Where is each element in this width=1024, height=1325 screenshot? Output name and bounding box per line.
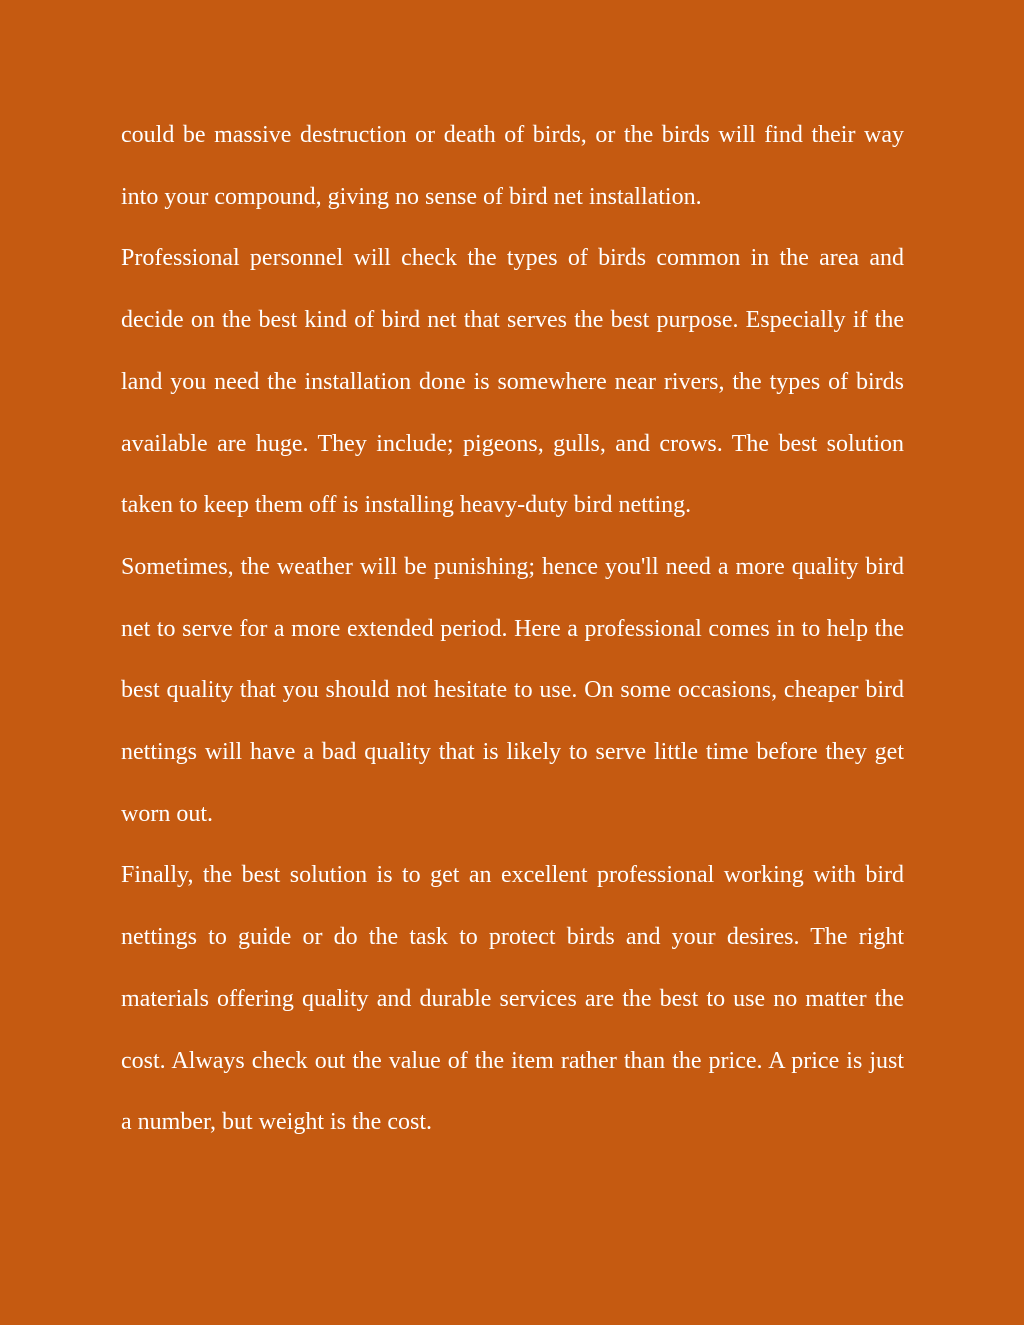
paragraph-1: could be massive destruction or death of birds, or the birds will find their way into your compound, giving no sense of bird net installation. (121, 122, 904, 210)
paragraph-2: Professional personnel will check the types of birds common in the area and decide on the best kind of bird net that serves the best purpose. Especially if the land you need the installation done is somewhere near rivers, the types of birds available are huge. They include; pigeons, gulls, and crows. The best solution taken to keep them off is installing heavy-duty bird netting. (121, 245, 904, 519)
paragraph-4: Finally, the best solution is to get an excellent professional working with bird nettings to guide or do the task to protect birds and your desires. The right materials offering quality and durable services are the best to use no matter the cost. Always check out the value of the item rather than the price. A price is just a number, but weight is the cost. (121, 862, 904, 1136)
paragraph-3: Sometimes, the weather will be punishing; hence you'll need a more quality bird net to serve for a more extended period. Here a professional comes in to help the best quality that you should not hesitate to use. On some occasions, cheaper bird nettings will have a bad quality that is likely to serve little time before they get worn out. (121, 553, 904, 827)
body-text (121, 105, 904, 1154)
